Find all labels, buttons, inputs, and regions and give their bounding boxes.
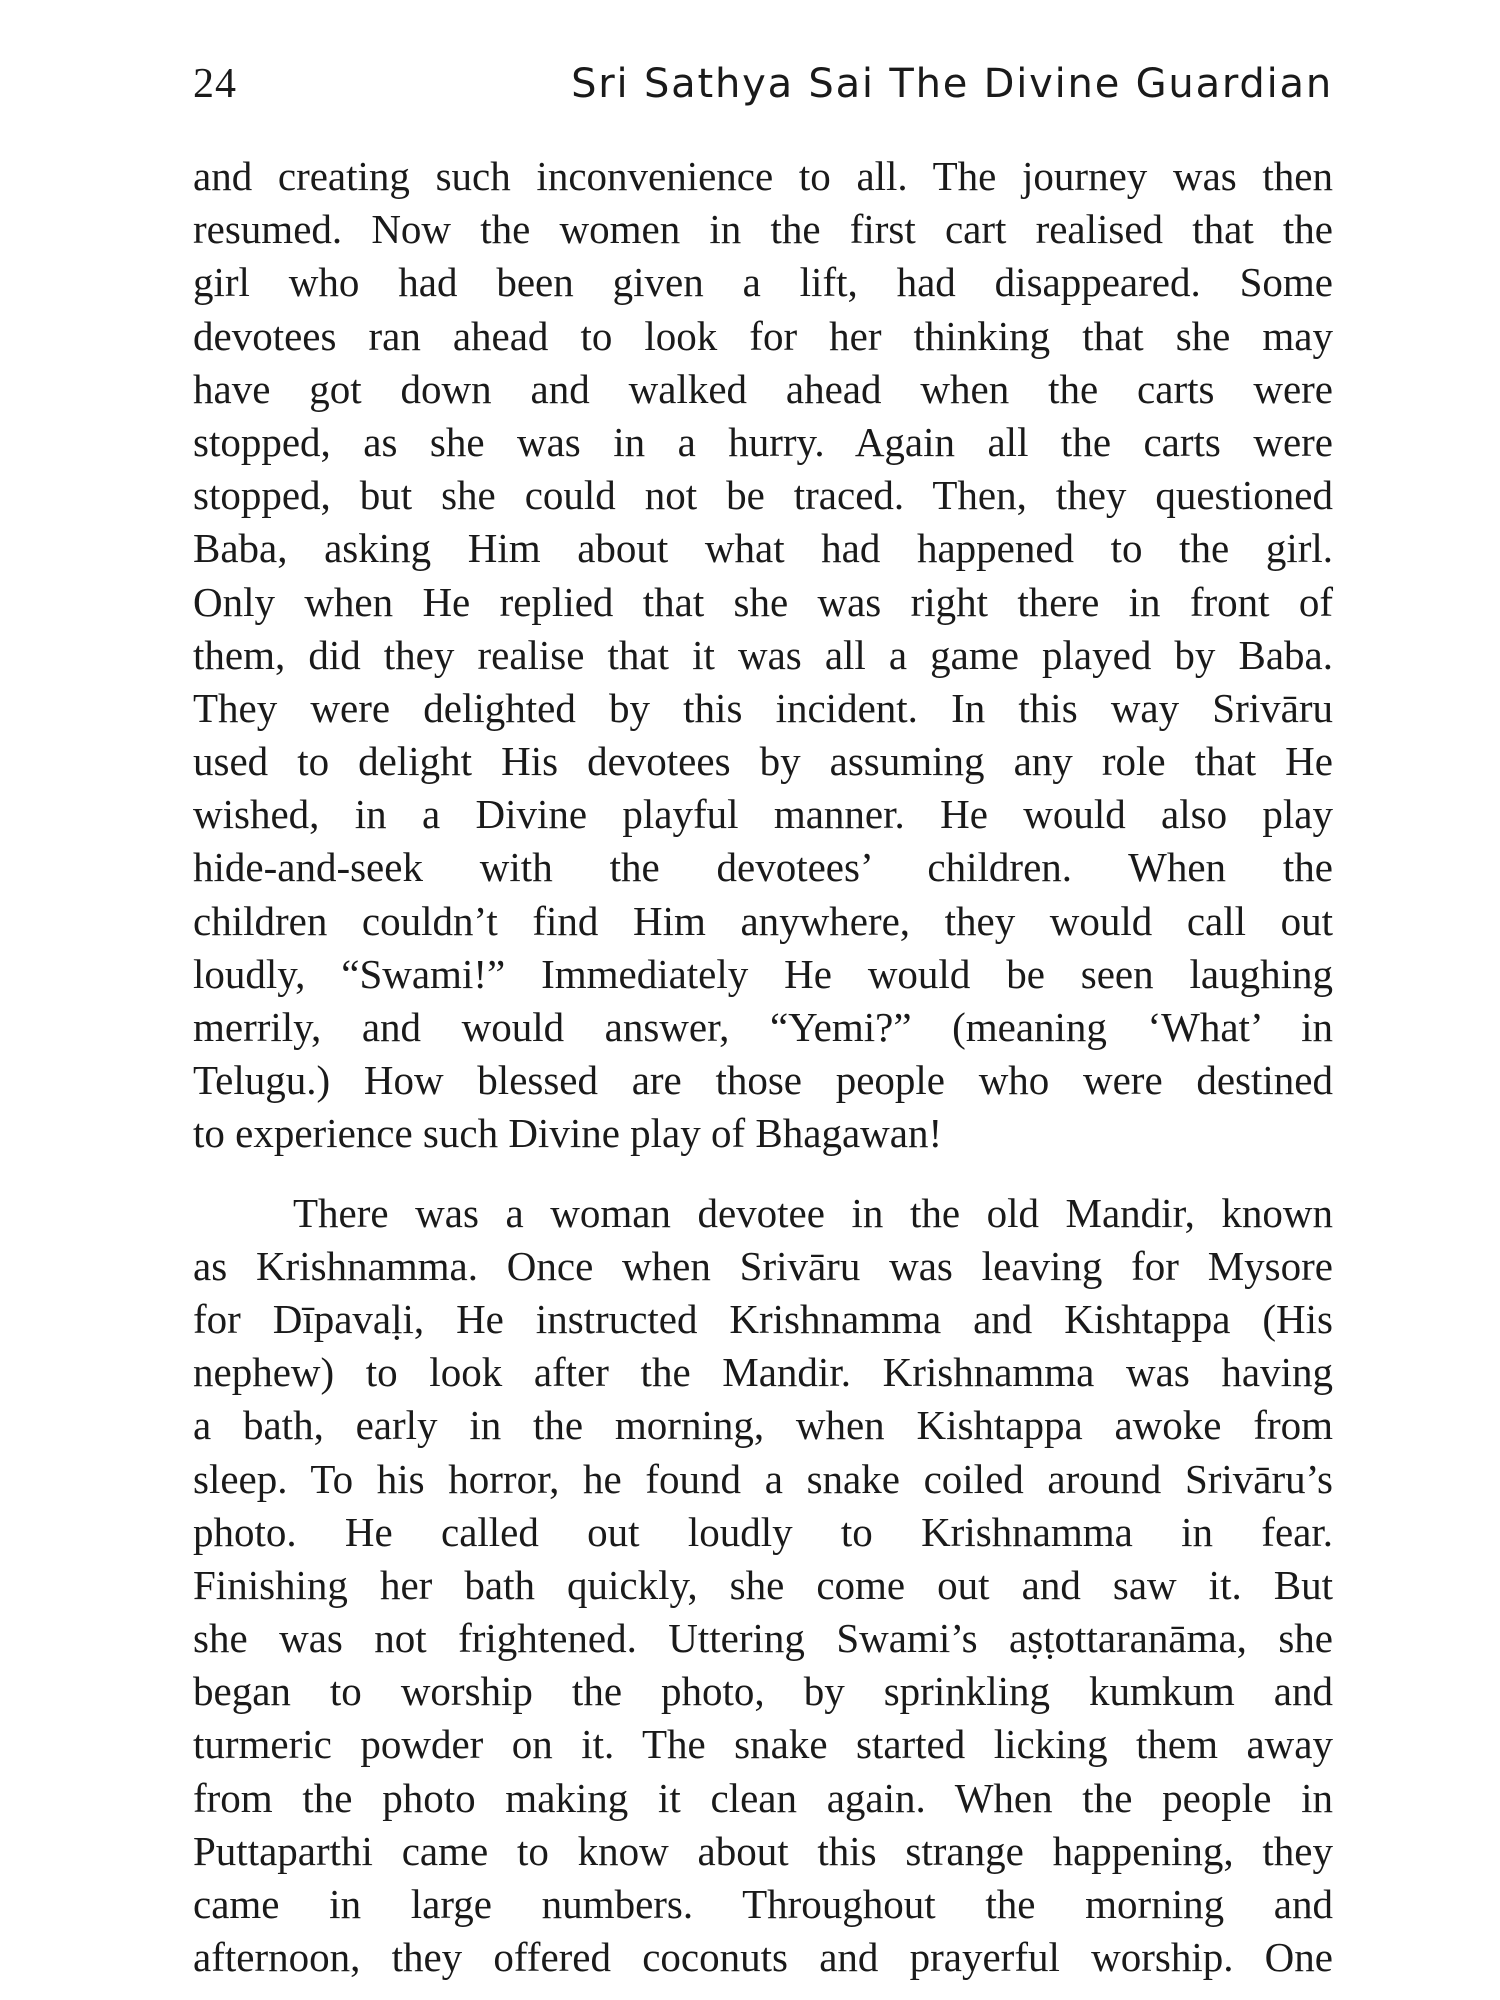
text-line: for Dīpavaḷi, He instructed Krishnamma and Kishtappa (His [193, 1295, 1333, 1342]
text-line: to experience such Divine play of Bhagawan! [193, 1110, 943, 1157]
paragraph-1 [193, 150, 1333, 1161]
text-line: hide-and-seek with the devotees’ children. When the [193, 844, 1333, 891]
text-line: Only when He replied that she was right there in front of [193, 578, 1333, 625]
text-line: girl who had been given a lift, had disappeared. Some [193, 259, 1333, 306]
text-line: have got down and walked ahead when the carts were [193, 365, 1333, 412]
text-line: came in large numbers. Throughout the morning and [193, 1881, 1333, 1927]
running-title: Sri Sathya Sai The Divine Guardian [571, 61, 1333, 107]
text-line: afternoon, they offered coconuts and prayerful worship. One [193, 1934, 1333, 1981]
text-line: resumed. Now the women in the first cart realised that the [193, 206, 1333, 253]
text-line: and creating such inconvenience to all. The journey was then [193, 153, 1333, 199]
text-line: stopped, but she could not be traced. Then, they questioned [193, 472, 1333, 519]
text-line: Finishing her bath quickly, she come out and saw it. But [193, 1561, 1333, 1608]
text-line: merrily, and would answer, “Yemi?” (meaning ‘What’ in [193, 1004, 1333, 1050]
text-line: stopped, as she was in a hurry. Again all the carts were [193, 418, 1333, 465]
text-line: photo. He called out loudly to Krishnamma in fear. [193, 1508, 1333, 1555]
text-line: sleep. To his horror, he found a snake coiled around Srivāru’s [193, 1455, 1333, 1502]
text-line: Baba, asking Him about what had happened to the girl. [193, 525, 1333, 572]
text-line: They were delighted by this incident. In this way Srivāru [193, 684, 1333, 731]
text-line: began to worship the photo, by sprinkling kumkum and [193, 1668, 1333, 1715]
text-line: a bath, early in the morning, when Kishtappa awoke from [193, 1402, 1333, 1449]
text-line: nephew) to look after the Mandir. Krishnamma was having [193, 1349, 1333, 1396]
page-number: 24 [193, 61, 237, 107]
text-line: them, did they realise that it was all a game played by Baba. [193, 631, 1333, 678]
text-line: Puttaparthi came to know about this strange happening, they [193, 1827, 1333, 1874]
text-line: from the photo making it clean again. When the people in [193, 1774, 1333, 1821]
paragraph-spacer [193, 1161, 1333, 1187]
text-line: loudly, “Swami!” Immediately He would be seen laughing [193, 950, 1333, 997]
text-line: children couldn’t find Him anywhere, they would call out [193, 897, 1333, 944]
text-line: she was not frightened. Uttering Swami’s aṣṭottaranāma, she [193, 1615, 1333, 1662]
text-line: turmeric powder on it. The snake started licking them away [193, 1721, 1333, 1768]
page-header [193, 56, 1333, 112]
text-line: used to delight His devotees by assuming any role that He [193, 738, 1333, 785]
page-body [193, 150, 1333, 1984]
text-line: as Krishnamma. Once when Srivāru was leaving for Mysore [193, 1242, 1333, 1289]
text-line: Telugu.) How blessed are those people who were destined [193, 1057, 1333, 1104]
text-line: There was a woman devotee in the old Mandir, known [293, 1189, 1333, 1236]
paragraph-2 [193, 1187, 1333, 1985]
text-line: devotees ran ahead to look for her thinking that she may [193, 312, 1333, 359]
text-line: wished, in a Divine playful manner. He would also play [193, 791, 1333, 838]
